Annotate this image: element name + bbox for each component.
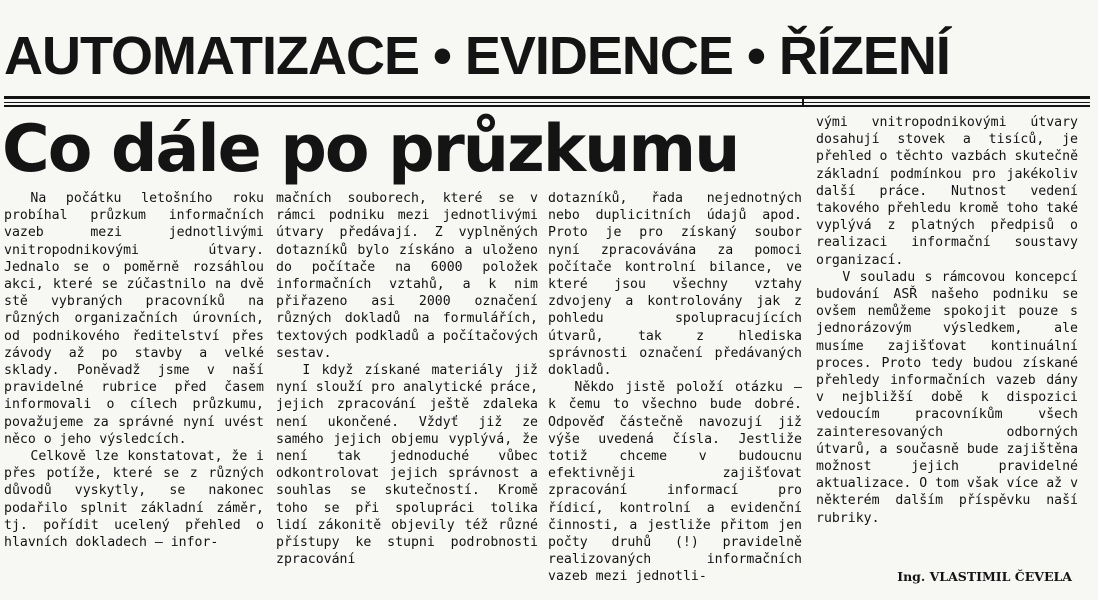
article-column-4 xyxy=(816,114,1078,568)
paragraph: Na počátku letošního roku probíhal průzkum informačních vazeb mezi jednotlivými vnitropodnikovými útvary. Jednalo se o poměrně rozsáhlou akci, které se zúčastnilo na dvě stě vybraných pracovníků na různých organizačních úrovních, od podnikového ředitelství přes závody až po stavby a velké sklady. Poněvadž jsme v naší pravidelné rubrice před časem informovali o cílech průzkumu, považujeme za správné nyní uvést něco o jeho výsledcích. xyxy=(4,191,264,447)
paragraph: Někdo jistě položí otázku — k čemu to všechno bude dobré. Odpověď částečně navozují již výše uvedená čísla. Jestliže totiž chceme v budoucnu efektivněji zajišťovat zpracování informací pro řídicí, kontrolní a evidenční činnosti, a jestliže přitom jen počty druhů (!) pravidelně realizovaných informačních vazeb mezi jednotli- xyxy=(548,380,802,585)
paragraph: V souladu s rámcovou koncepcí budování ASŘ našeho podniku se ovšem nemůžeme spokojit pouze s jednorázovým výsledkem, ale musíme zajišťovat kontinuální proces. Proto tedy budou získané přehledy informačních vazeb dány v nejbližší době k dispozici vedoucím pracovníkům všech zainteresovaných odborných útvarů, a současně bude zajištěna možnost jejich pravidelné aktualizace. O tom však více až v některém dalším příspěvku naší rubriky. xyxy=(816,269,1078,526)
article-column-2 xyxy=(276,190,538,600)
author-byline: Ing. VLASTIMIL ČEVELA xyxy=(897,569,1072,584)
paragraph: I když získané materiály již nyní slouží pro analytické práce, jejich zpracování ještě zdaleka není ukončené. Vždyť již ze samého jejich objemu vyplývá, že není tak jednoduché vůbec odkontrolovat jejich správnost a souhlas se skutečností. Kromě toho se při spolupráci tolika lidí zákonitě objevily též různé přístupy ke stupni podrobnosti zpracování xyxy=(276,363,538,568)
paragraph-continued: dotazníků, řada nejednotných nebo duplicitních údajů apod. Proto je pro získaný soubor nyní zpracovávána za pomoci počítače kontrolní bilance, ve které jsou všechny vztahy zdvojeny a kontrolovány jak z pohledu spolupracujících útvarů, tak z hlediska správnosti označení předávaných dokladů. xyxy=(548,191,802,379)
article-headline: Co dále po průzkumu xyxy=(2,112,739,187)
top-rule-bottom xyxy=(4,105,1090,107)
article-column-3 xyxy=(548,190,802,600)
paragraph-continued: vými vnitropodnikovými útvary dosahují stovek a tisíců, je přehled o těchto vazbách skutečně základní podmínkou pro jakékoliv další práce. Nutnost vedení takového přehledu kromě toho také vyplývá z platných předpisů o realizaci informační soustavy organizací. xyxy=(816,115,1078,268)
section-banner: AUTOMATIZACE • EVIDENCE • ŘÍZENÍ xyxy=(4,26,950,86)
column-divider-tick xyxy=(802,96,804,107)
top-rule-thick xyxy=(4,96,1090,99)
paragraph-continued: mačních souborech, které se v rámci podniku mezi jednotlivými útvary předávají. Z vyplněných dotazníků bylo získáno a uloženo do počítače na 6000 položek informačních vztahů, a k nim přiřazeno asi 2000 označení různých dokladů na formulářích, textových podkladů a počítačových sestav. xyxy=(276,191,538,361)
paragraph: Celkově lze konstatovat, že i přes potíže, které se z různých důvodů vyskytly, se nakonec podařilo splnit základní záměr, tj. pořídit ucelený přehled o hlavních dokladech — infor- xyxy=(4,449,264,551)
article-column-1 xyxy=(4,190,264,600)
top-rule-thin xyxy=(4,102,1090,103)
